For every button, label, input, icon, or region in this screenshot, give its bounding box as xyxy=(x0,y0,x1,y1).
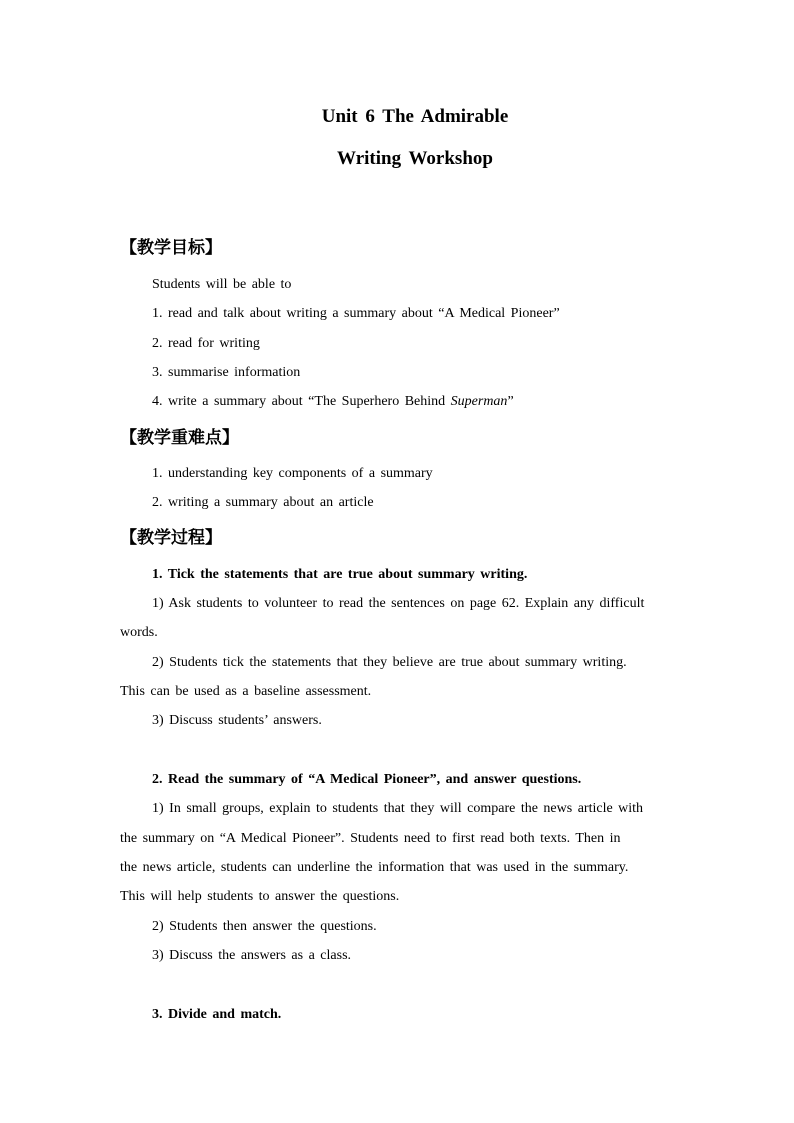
key-point-item-2: 2. writing a summary about an article xyxy=(152,495,374,510)
step-2-para-1-line-2: the summary on “A Medical Pioneer”. Students need to first read both texts. Then in xyxy=(120,831,621,846)
objectives-intro: Students will be able to xyxy=(152,277,292,292)
objective-item-1: 1. read and talk about writing a summary about “A Medical Pioneer” xyxy=(152,306,560,321)
step-2-para-1-line-4: This will help students to answer the questions. xyxy=(120,889,400,904)
objective-item-4 xyxy=(152,394,514,410)
section-heading-process: 【教学过程】 xyxy=(120,528,222,548)
section-heading-objectives: 【教学目标】 xyxy=(120,238,222,258)
step-1-para-1-line-2: words. xyxy=(120,625,158,640)
step-2-para-1-line-1: 1) In small groups, explain to students that they will compare the news article with xyxy=(152,801,644,816)
objective-item-4-italic: Superman xyxy=(450,394,508,409)
step-3-title: 3. Divide and match. xyxy=(152,1007,282,1022)
key-point-item-1: 1. understanding key components of a summary xyxy=(152,466,433,481)
objective-item-4-text: 4. write a summary about “The Superhero Behind xyxy=(152,394,451,409)
step-1-para-2-line-2: This can be used as a baseline assessment. xyxy=(120,684,372,699)
step-1-para-2-line-1: 2) Students tick the statements that they believe are true about summary writing. xyxy=(152,655,627,670)
step-2-para-2: 2) Students then answer the questions. xyxy=(152,919,377,934)
section-heading-key-points: 【教学重难点】 xyxy=(120,428,239,448)
objective-item-2: 2. read for writing xyxy=(152,336,260,351)
step-1-para-3: 3) Discuss students’ answers. xyxy=(152,713,322,728)
step-2-para-3: 3) Discuss the answers as a class. xyxy=(152,948,352,963)
document-subtitle: Writing Workshop xyxy=(337,148,493,169)
step-2-para-1-line-3: the news article, students can underline the information that was used in the summary. xyxy=(120,860,629,875)
step-2-title: 2. Read the summary of “A Medical Pioneer”, and answer questions. xyxy=(152,772,582,787)
document-title: Unit 6 The Admirable xyxy=(321,106,509,127)
objective-item-3: 3. summarise information xyxy=(152,365,301,380)
objective-item-4-end: ” xyxy=(507,394,514,409)
step-1-title: 1. Tick the statements that are true about summary writing. xyxy=(152,567,528,582)
step-1-para-1-line-1: 1) Ask students to volunteer to read the sentences on page 62. Explain any difficult xyxy=(152,596,645,611)
